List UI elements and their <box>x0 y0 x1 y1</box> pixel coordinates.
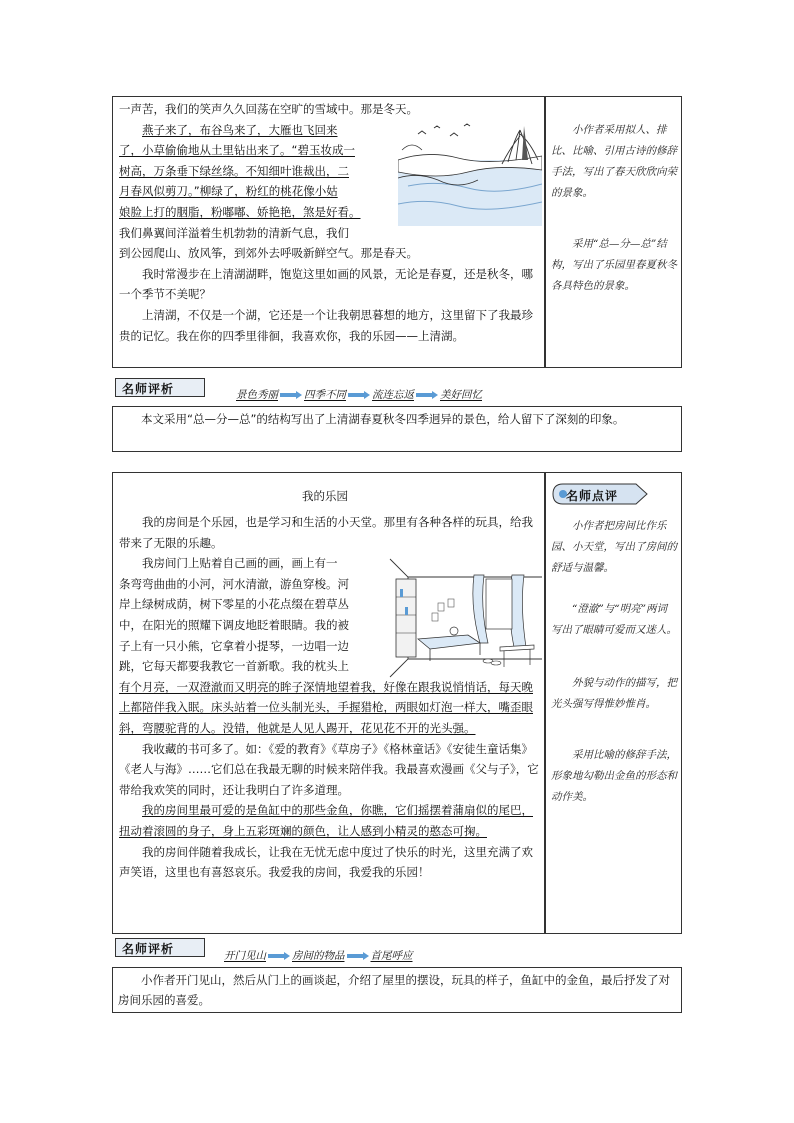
flow-item: 首尾呼应 <box>370 950 413 962</box>
flow-item: 美好回忆 <box>440 389 482 401</box>
review2-flow <box>224 948 413 963</box>
side2-comment-1: 小作者把房间比作乐园、小天堂，写出了房间的舒适与温馨。 <box>551 520 677 574</box>
essay2-p2-line4: 中，在阳光的照耀下调皮地眨着眼睛。我的被 <box>119 617 349 632</box>
flow-item: 开门见山 <box>224 950 266 962</box>
essay1-p1-line3: 树高，万条垂下绿丝绦。不知细叶谁裁出，二 <box>119 163 349 178</box>
review1-badge: 名师评析 <box>115 378 205 397</box>
essay2-p2-line5: 子上有一只小熊，它拿着小提琴，一边唱一边 <box>119 638 349 653</box>
essay2-p2-line6: 跳，它每天都要我教它一首新歌。我的枕头上 <box>119 659 349 674</box>
side1-comments <box>551 120 677 327</box>
flow-item: 流连忘返 <box>372 389 414 401</box>
review2-comment: 小作者开门见山，然后从门上的画谈起，介绍了屋里的摆设，玩具的样子，鱼缸中的金鱼，最后抒发了对房间乐园的喜爱。 <box>118 973 670 1007</box>
essay2-p5: 我的房间伴随着我成长，让我在无忧无虑中度过了快乐的时光，这里充满了欢声笑语，这里也有喜怒哀乐。我爱我的房间，我爱我的乐园！ <box>119 844 533 880</box>
essay1-p1-line5: 娘脸上打的胭脂，粉嘟嘟、娇艳艳，煞是好看。 <box>119 204 361 219</box>
essay2-p2-line3: 岸上绿树成荫，树下零星的小花点缀在碧草丛 <box>119 597 349 612</box>
arrow-icon <box>416 391 438 399</box>
essay1-p1-line6: 我们鼻翼间洋溢着生机勃勃的清新气息，我们 <box>119 225 349 240</box>
essay1-p2: 我时常漫步在上清湖湖畔，饱览这里如画的风景，无论是春夏，还是秋冬，哪一个季节不美呢？ <box>119 266 533 302</box>
side2-comment-3: 外貌与动作的描写，把光头强写得惟妙惟肖。 <box>551 677 677 710</box>
side1-comment-1: 小作者采用拟人、排比、比喻、引用古诗的修辞手法，写出了春天欣欣向荣的景象。 <box>551 124 677 199</box>
essay2-p2-line1: 我房间门上贴着自己画的画，画上有一 <box>142 556 338 571</box>
arrow-icon <box>280 391 302 399</box>
side2-comment-2: “澄澈”与“明亮”两词写出了眼睛可爱而又迷人。 <box>551 603 677 636</box>
essay1-p1-line7: 到公园爬山、放风筝，到郊外去呼吸新鲜空气。那是春天。 <box>119 246 418 261</box>
side2-badge: 名师点评 <box>566 489 619 503</box>
arrow-icon <box>268 952 290 960</box>
side1-comment-2: 采用“总—分—总”结构，写出了乐园里春夏秋冬各具特色的景象。 <box>551 238 677 292</box>
essay2-p3: 我收藏的书可多了。如：《爱的教育》《草房子》《格林童话》《安徒生童话集》《老人与海》……它们总在我最无聊的时候来陪伴我。我最喜欢漫画《父与子》，它带给我欢笑的同时，还让我明白了许多道理。 <box>119 741 539 797</box>
essay2-p2-rest: 有个月亮，一双澄澈而又明亮的眸子深情地望着我，好像在跟我说悄悄话，每天晚上都陪伴我入眠。床头站着一位头制光头，手握猎枪，两眼如灯泡一样大，嘴歪眼斜，弯腰驼背的人。没错，他就是人见人踢开，花见花不开的光头强。 <box>119 679 533 735</box>
flow-item: 景色秀丽 <box>236 389 278 401</box>
essay1-p1-line4: 月春风似剪刀。”柳绿了，粉红的桃花像小姑 <box>119 184 338 199</box>
room-illustration <box>388 557 544 679</box>
essay1-p1-line2: 了，小草偷偷地从土里钻出来了。“碧玉妆成一 <box>119 143 355 158</box>
essay1-p1-line1: 燕子来了，布谷鸟来了，大雁也飞回来 <box>142 122 338 137</box>
essay2-p2-line2: 条弯弯曲曲的小河，河水清澈，游鱼穿梭。河 <box>119 576 349 591</box>
spring-lake-illustration <box>398 120 542 226</box>
essay2-p1: 我的房间是个乐园，也是学习和生活的小天堂。那里有各种各样的玩具，给我带来了无限的乐趣。 <box>119 515 533 550</box>
essay1-p3: 上清湖，不仅是一个湖，它还是一个让我朝思暮想的地方，这里留下了我最珍贵的记忆。我在你的四季里徘徊，我喜欢你，我的乐园——上清湖。 <box>119 307 533 343</box>
review2-badge: 名师评析 <box>115 938 205 957</box>
review1-comment: 本文采用“总—分—总”的结构写出了上清湖春夏秋冬四季迥异的景色，给人留下了深刻的印象。 <box>141 412 625 426</box>
side2-comment-4: 采用比喻的修辞手法，形象地勾勒出金鱼的形态和动作美。 <box>551 749 677 803</box>
arrow-icon <box>347 952 369 960</box>
arrow-icon <box>348 391 370 399</box>
essay2-title: 我的乐园 <box>302 489 348 503</box>
review1-flow <box>236 387 482 402</box>
flow-item: 四季不同 <box>304 389 346 401</box>
essay1-p0: 一声苦，我们的笑声久久回荡在空旷的雪域中。那是冬天。 <box>119 102 418 116</box>
side2-comments <box>551 516 677 808</box>
essay2-p4: 我的房间里最可爱的是鱼缸中的那些金鱼，你瞧，它们摇摆着蒲扇似的尾巴，扭动着滚圆的身子，身上五彩斑斓的颜色，让人感到小精灵的憨态可掬。 <box>119 803 533 838</box>
flow-item: 房间的物品 <box>292 950 345 962</box>
